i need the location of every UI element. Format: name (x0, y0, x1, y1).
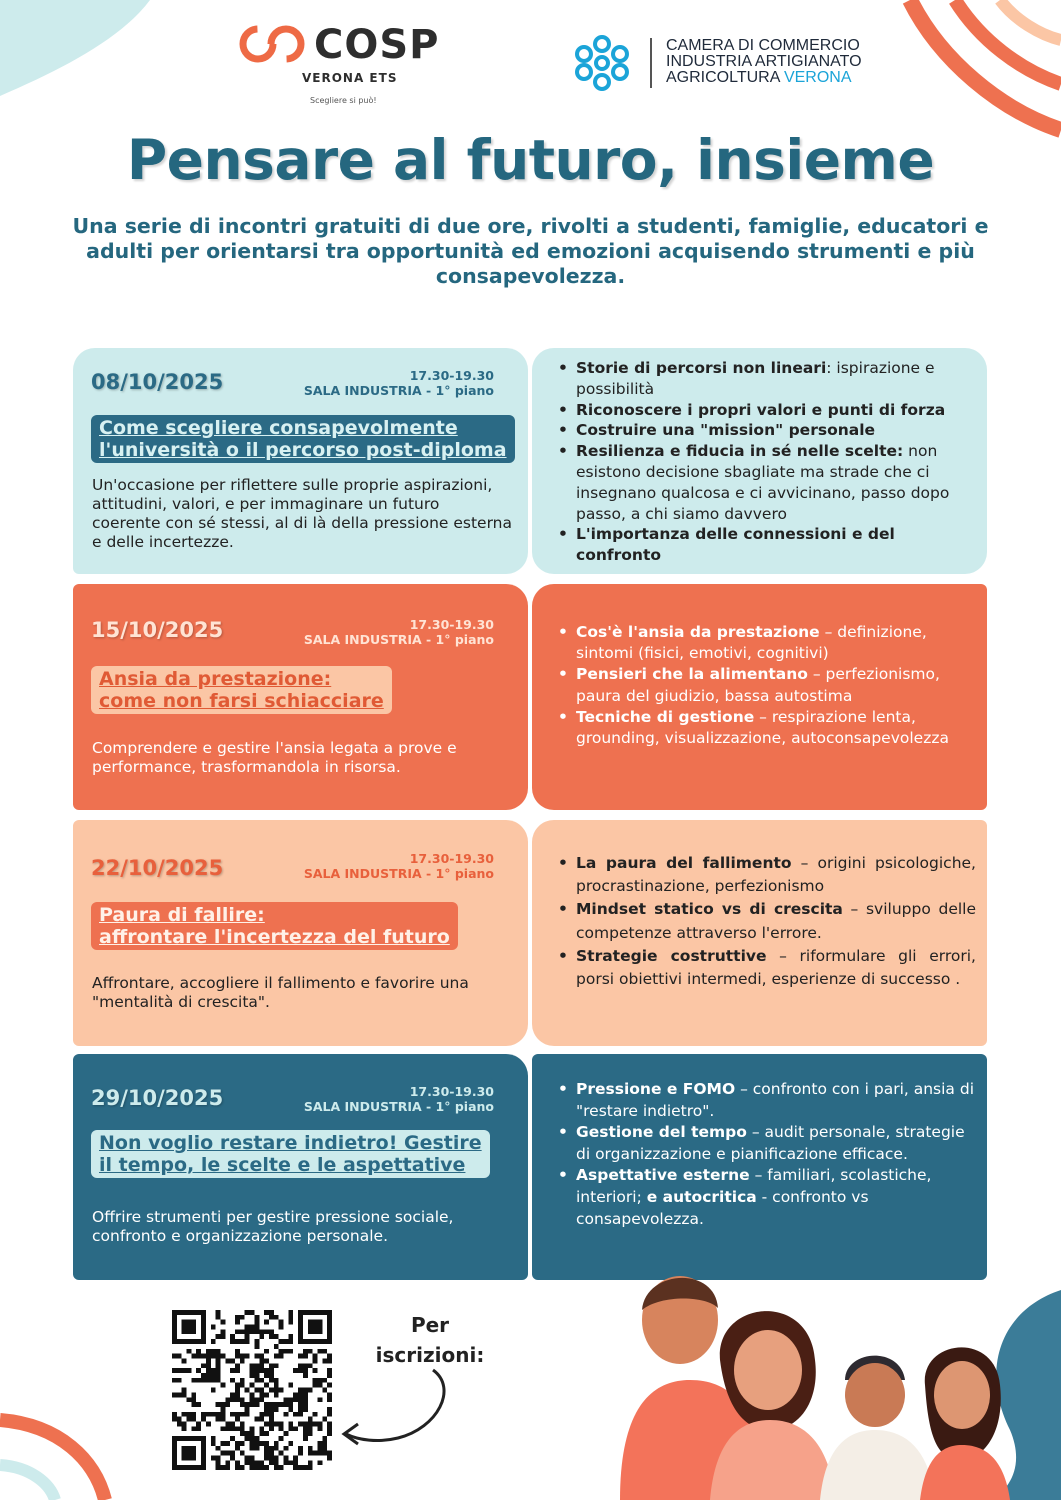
event-time-room: 17.30-19.30 SALA INDUSTRIA - 1° piano (303, 1084, 494, 1114)
event-title[interactable]: Come scegliere consapevolmente l'università o il percorso post-diploma (91, 415, 515, 463)
event-description: Un'occasione per riflettere sulle proprie aspirazioni, attitudini, valori, e per immaginare un futuro coerente con sé stessi, al di là della pressione esterna e delle incertezze. (92, 476, 512, 551)
event-description: Offrire strumenti per gestire pressione sociale, confronto e organizzazione personale. (92, 1208, 454, 1245)
event-topics-card (532, 348, 987, 574)
event-title[interactable]: Paura di fallire: affrontare l'incertezza del futuro (91, 902, 458, 950)
chamber-emblem-icon (570, 34, 634, 92)
topic-list (556, 1079, 976, 1230)
event-info-card (73, 348, 528, 574)
page-title: Pensare al futuro, insieme (126, 128, 935, 192)
event-description: Affrontare, accogliere il fallimento e favorire una "mentalità di crescita". (92, 974, 469, 1011)
event-title[interactable]: Ansia da prestazione: come non farsi schiacciare (91, 666, 392, 714)
event-title[interactable]: Non voglio restare indietro! Gestire il tempo, le scelte e le aspettative (91, 1130, 490, 1178)
top-left-wave-decoration (0, 0, 180, 110)
cosp-tagline: Scegliere si può! (310, 96, 377, 105)
topic-item: • Resilienza e fiducia in sé nelle scelte: non esistono decisione sbagliate ma strade che ci insegnano qualcosa e ci avvicinano, passo dopo passo, a chi siamo davvero (556, 441, 976, 524)
event-topics-card (532, 820, 987, 1046)
topic-item: • Aspettative esterne – familiari, scolastiche, interiori; e autocritica - confronto vs consapevolezza. (556, 1165, 976, 1230)
event-time-room: 17.30-19.30 SALA INDUSTRIA - 1° piano (303, 851, 494, 881)
event-description: Comprendere e gestire l'ansia legata a prove e performance, trasformandola in risorsa. (92, 739, 457, 776)
topic-item: • La paura del fallimento – origini psicologiche, procrastinazione, perfezionismo (556, 852, 976, 898)
topic-item: • Storie di percorsi non lineari: ispirazione e possibilità (556, 358, 976, 400)
event-time-room: 17.30-19.30 SALA INDUSTRIA - 1° piano (303, 368, 494, 398)
event-topics-card (532, 584, 987, 810)
topic-item: • Riconoscere i propri valori e punti di forza (556, 400, 976, 421)
cosp-rings-icon (238, 24, 310, 68)
topic-item: • Tecniche di gestione – respirazione lenta, grounding, visualizzazione, autoconsapevolezza (556, 707, 976, 749)
topic-item: • Cos'è l'ansia da prestazione – definizione, sintomi (fisici, emotivi, cognitivi) (556, 622, 976, 664)
event-time-room: 17.30-19.30 SALA INDUSTRIA - 1° piano (303, 617, 494, 647)
family-illustration (600, 1270, 1061, 1500)
topic-list (556, 622, 976, 749)
event-info-card (73, 584, 528, 810)
topic-item: • L'importanza delle connessioni e del confronto (556, 524, 976, 566)
topic-list (556, 358, 976, 566)
curved-arrow-icon (338, 1368, 458, 1458)
chamber-of-commerce-logo (570, 36, 890, 92)
chamber-name: CAMERA DI COMMERCIO INDUSTRIA ARTIGIANATO AGRICOLTURA VERONA (666, 37, 862, 86)
topic-item: • Gestione del tempo – audit personale, strategie di organizzazione e pianificazione efficace. (556, 1122, 976, 1165)
topic-item: • Pensieri che la alimentano – perfezionismo, paura del giudizio, bassa autostima (556, 664, 976, 706)
logo-divider (650, 38, 652, 88)
event-date: 15/10/2025 (91, 618, 224, 642)
event-info-card (73, 820, 528, 1046)
topic-item: • Pressione e FOMO – confronto con i pari, ansia di "restare indietro". (556, 1079, 976, 1122)
registration-qr-code[interactable] (172, 1310, 332, 1470)
registration-label: Per iscrizioni: (375, 1313, 485, 1367)
cosp-wordmark: COSP (314, 22, 440, 68)
event-info-card (73, 1054, 528, 1280)
cosp-subtitle: VERONA ETS (302, 71, 398, 85)
topic-item: • Mindset statico vs di crescita – sviluppo delle competenze attraverso l'errore. (556, 898, 976, 944)
event-date: 29/10/2025 (91, 1086, 224, 1110)
page-subtitle: Una serie di incontri gratuiti di due ore, rivolti a studenti, famiglie, educatori e adulti per orientarsi tra opportunità ed emozioni acquisendo strumenti e più consapevolezza. (72, 214, 989, 288)
cosp-logo (238, 22, 458, 112)
event-topics-card (532, 1054, 987, 1280)
topic-item: • Strategie costruttive – riformulare gli errori, porsi obiettivi intermedi, esperienze di successo . (556, 945, 976, 991)
event-date: 22/10/2025 (91, 856, 224, 880)
bottom-left-arc-decoration (0, 1395, 120, 1500)
topic-item: • Costruire una "mission" personale (556, 420, 976, 441)
topic-list (556, 852, 976, 991)
event-date: 08/10/2025 (91, 370, 224, 394)
